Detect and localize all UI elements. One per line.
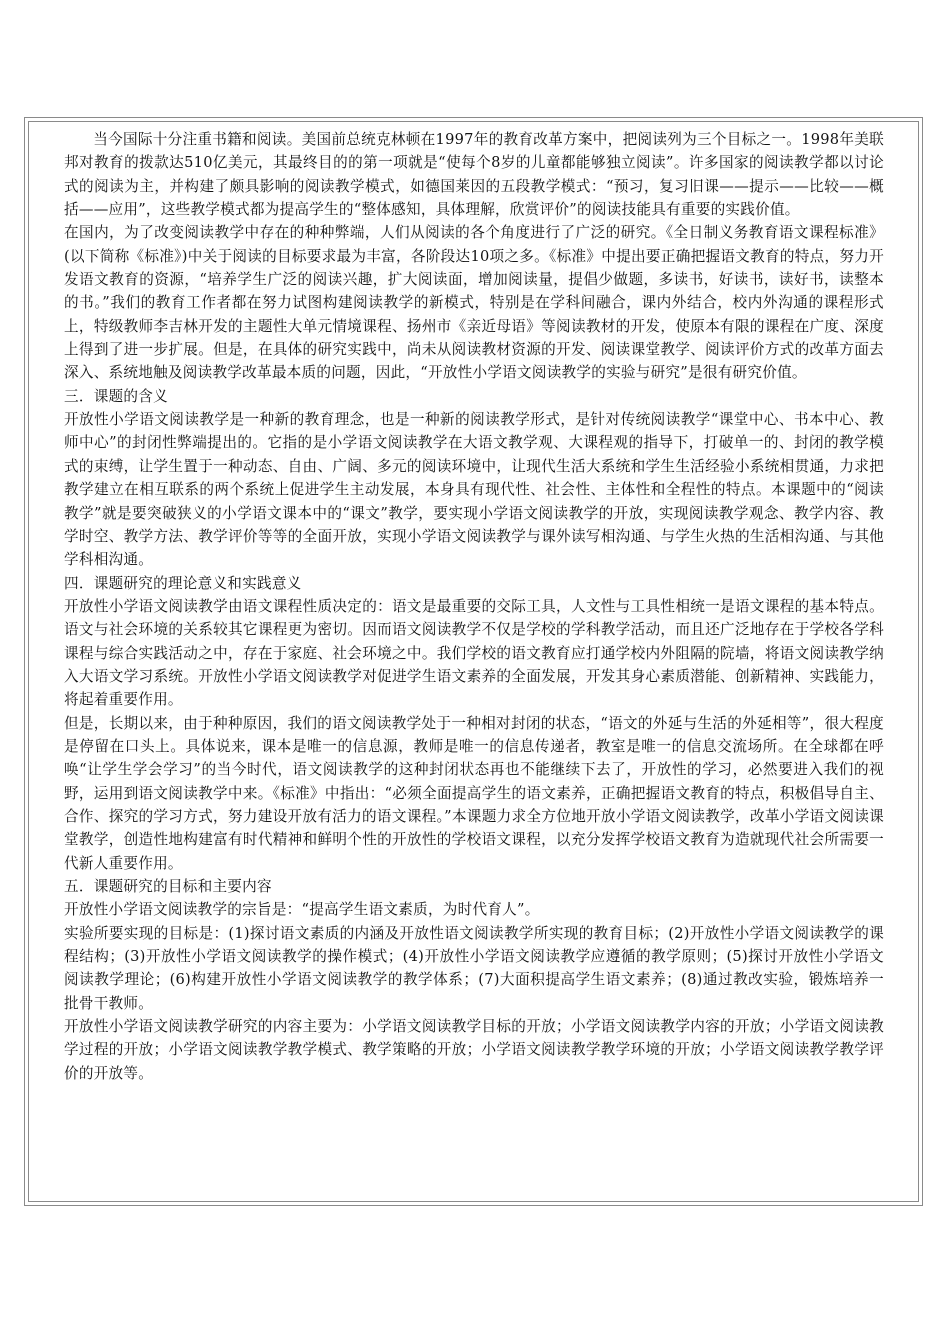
paragraph-domestic-research: 在国内，为了改变阅读教学中存在的种种弊端，人们从阅读的各个角度进行了广泛的研究。《全日制义务教育语文课程标准》(以下简称《标准》)中关于阅读的目标要求最为丰富，各阶段达10项之多。《标准》中提出要正确把握语文教育的特点，努力开发语文教育的资源，“培养学生广泛的阅读兴趣，扩大阅读面，增加阅读量，提倡少做题，多读书，好读书，读好书，读整本的书。”我们的教育工作者都在努力试图构建阅读教学的新模式，特别是在学科间融合，课内外结合，校内外沟通的课程形式上，特级教师李吉林开发的主题性大单元情境课程、扬州市《亲近母语》等阅读教材的开发，使原本有限的课程在广度、深度上得到了进一步扩展。但是，在具体的研究实践中，尚未从阅读教材资源的开发、阅读课堂教学、阅读评价方式的改革方面去深入、系统地触及阅读教学改革最本质的问题，因此，“开放性小学语文阅读教学的实验与研究”是很有研究价值。 xyxy=(64,224,884,382)
paragraph-theoretical-significance: 开放性小学语文阅读教学由语文课程性质决定的：语文是最重要的交际工具，人文性与工具性相统一是语文课程的基本特点。语文与社会环境的关系较其它课程更为密切。因而语文阅读教学不仅是学校的学科教学活动，而且还广泛地存在于学校各学科课程与综合实践活动之中，存在于家庭、社会环境之中。我们学校的语文教育应打通学校内外阻隔的院墙，将语文阅读教学纳入大语文学习系统。开放性小学语文阅读教学对促进学生语文素养的全面发展，开发其身心素质潜能、创新精神、实践能力，将起着重要作用。 xyxy=(64,597,884,709)
section-heading-3: 三．课题的含义 xyxy=(64,387,168,405)
paragraph-topic-meaning: 开放性小学语文阅读教学是一种新的教育理念，也是一种新的阅读教学形式，是针对传统阅读教学“课堂中心、书本中心、教师中心”的封闭性弊端提出的。它指的是小学语文阅读教学在大语文教学观、大课程观的指导下，打破单一的、封闭的教学模式的束缚，让学生置于一种动态、自由、广阔、多元的阅读环境中，让现代生活大系统和学生生活经验小系统相贯通，力求把教学建立在相互联系的两个系统上促进学生主动发展，本身具有现代性、社会性、主体性和全程性的特点。本课题中的“阅读教学”就是要突破狭义的小学语文课本中的“课文”教学，要实现小学语文阅读教学的开放，实现阅读教学观念、教学内容、教学时空、教学方法、教学评价等等的全面开放，实现小学语文阅读教学与课外读写相沟通、与学生火热的生活相沟通、与其他学科相沟通。 xyxy=(64,411,884,569)
paragraph-main-content: 开放性小学语文阅读教学研究的内容主要为：小学语文阅读教学目标的开放；小学语文阅读教学内容的开放；小学语文阅读教学过程的开放；小学语文阅读教学教学模式、教学策略的开放；小学语文阅读教学教学环境的开放；小学语文阅读教学教学评价的开放等。 xyxy=(64,1018,884,1082)
paragraph-practical-significance: 但是，长期以来，由于种种原因，我们的语文阅读教学处于一种相对封闭的状态，“语文的外延与生活的外延相等”，很大程度是停留在口头上。具体说来，课本是唯一的信息源，教师是唯一的信息传递者，教室是唯一的信息交流场所。在全球都在呼唤“让学生学会学习”的当今时代，语文阅读教学的这种封闭状态再也不能继续下去了，开放性的学习，必然要进入我们的视野，运用到语文阅读教学中来。《标准》中指出：“必须全面提高学生的语文素养，正确把握语文教育的特点，积极倡导自主、合作、探究的学习方式，努力建设开放有活力的语文课程。”本课题力求全方位地开放小学语文阅读教学，改革小学语文阅读课堂教学，创造性地构建富有时代精神和鲜明个性的开放性的学校语文课程，以充分发挥学校语文教育为造就现代社会所需要一代新人重要作用。 xyxy=(64,714,884,872)
paragraph-purpose: 开放性小学语文阅读教学的宗旨是：“提高学生语文素质，为时代育人”。 xyxy=(64,901,540,919)
paragraph-objectives: 实验所要实现的目标是：(1)探讨语文素质的内涵及开放性语文阅读教学所实现的教育目标；(2)开放性小学语文阅读教学的课程结构；(3)开放性小学语文阅读教学的操作模式；(4)开放性小学语文阅读教学应遵循的教学原则；(5)探讨开放性小学语文阅读教学理论；(6)构建开放性小学语文阅读教学的教学体系；(7)大面积提高学生语文素养；(8)通过教改实验，锻炼培养一批骨干教师。 xyxy=(64,924,884,1012)
document-body xyxy=(28,121,919,1202)
section-heading-5: 五．课题研究的目标和主要内容 xyxy=(64,878,272,895)
document-frame xyxy=(24,117,923,1206)
section-heading-4: 四．课题研究的理论意义和实践意义 xyxy=(64,574,302,592)
paragraph-intro-international: 当今国际十分注重书籍和阅读。美国前总统克林顿在1997年的教育改革方案中，把阅读列为三个目标之一。1998年美联邦对教育的拨款达510亿美元，其最终目的的第一项就是“使每个8岁的儿童都能够独立阅读”。许多国家的阅读教学都以讨论式的阅读为主，并构建了颇具影响的阅读教学模式，如德国莱因的五段教学模式：“预习，复习旧课——提示——比较——概括——应用”，这些教学模式都为提高学生的“整体感知，具体理解，欣赏评价”的阅读技能具有重要的实践价值。 xyxy=(64,131,884,219)
